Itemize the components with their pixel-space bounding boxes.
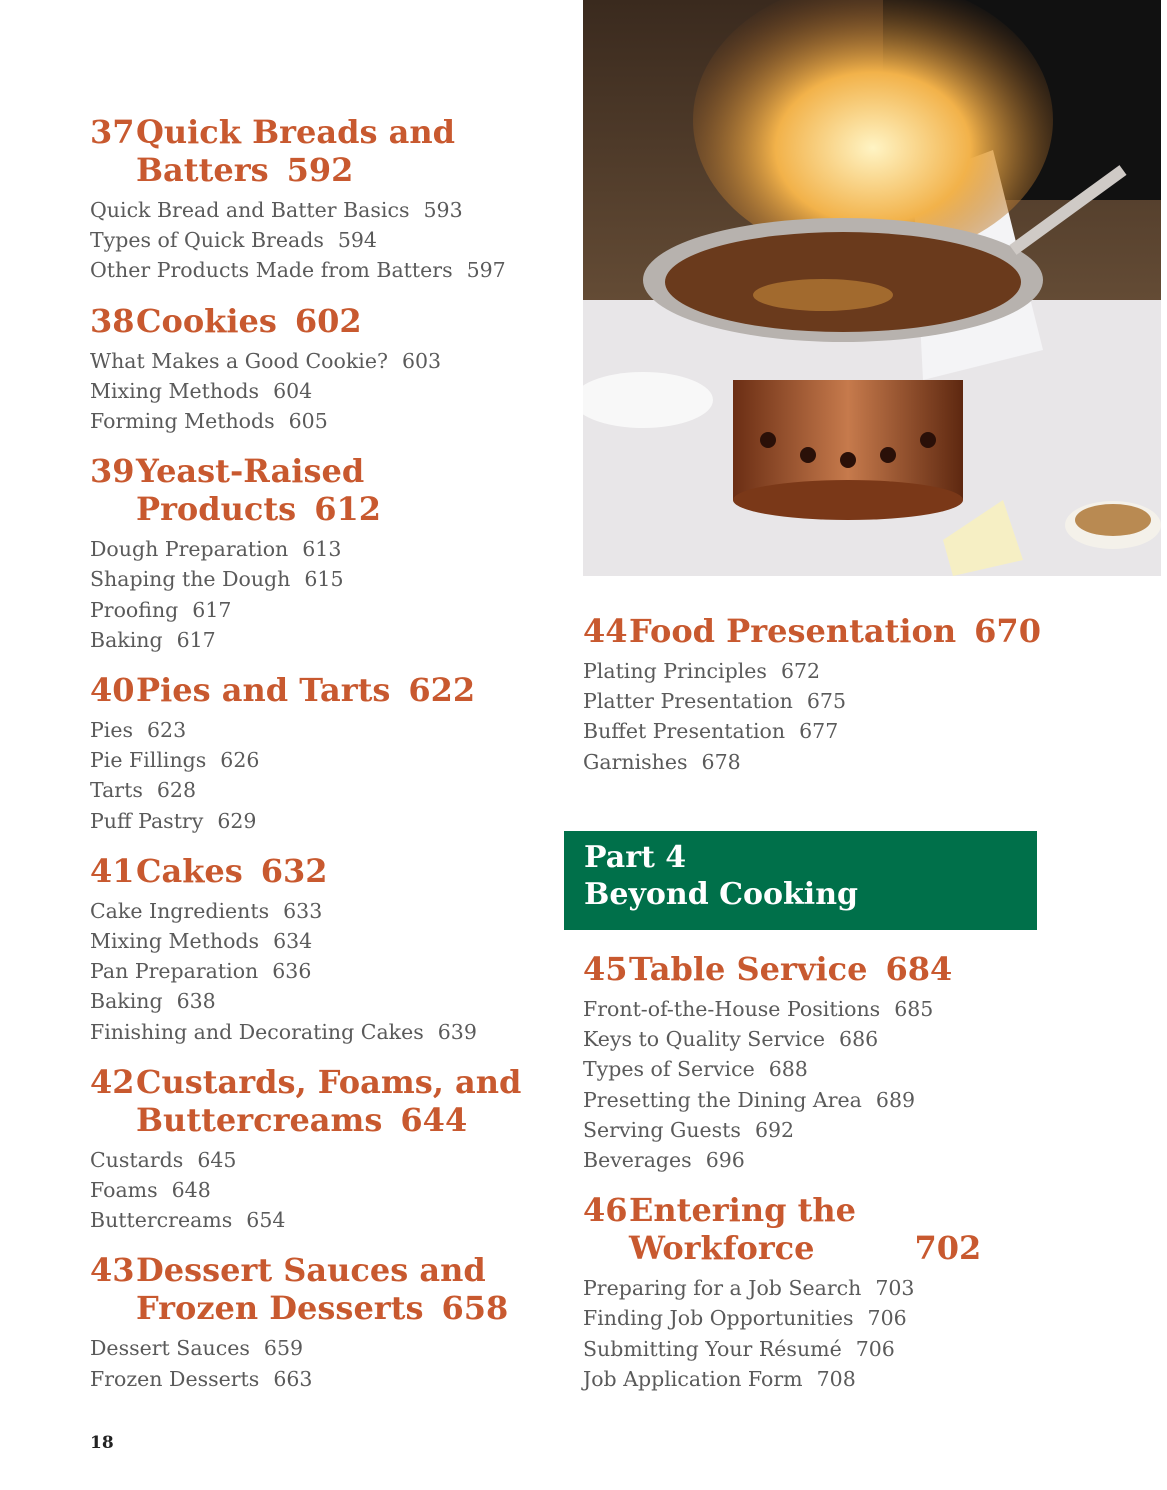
topic-item[interactable] <box>90 225 560 255</box>
topic-item[interactable] <box>583 1085 1143 1115</box>
topic-item[interactable] <box>90 956 560 986</box>
chapter-title[interactable] <box>90 1251 560 1289</box>
chapter-title[interactable] <box>583 1191 1143 1229</box>
chapter-title-text <box>136 490 381 528</box>
chapter-number: 43 <box>90 1251 135 1290</box>
chapter-43 <box>90 1251 560 1393</box>
topic-item[interactable] <box>583 1364 1143 1394</box>
topic-label: Job Application Form <box>583 1366 803 1391</box>
topic-item[interactable] <box>583 1303 1143 1333</box>
chapter-title-line: Yeast-Raised <box>136 452 365 491</box>
topic-item[interactable] <box>90 775 560 805</box>
chapter-title-line: Dessert Sauces and <box>136 1251 486 1290</box>
topic-page: 634 <box>273 929 313 954</box>
chapter-title-line: Batters <box>136 151 269 189</box>
chapter-title-text: Food Presentation <box>629 612 957 650</box>
chapter-40 <box>90 671 560 836</box>
topic-item[interactable] <box>583 1054 1143 1084</box>
chapter-title-line: Cakes <box>136 851 243 890</box>
chapter-title-line: Cookies <box>136 301 277 340</box>
topic-label: Cake Ingredients <box>90 898 270 923</box>
topic-item[interactable] <box>90 564 560 594</box>
topic-label: Foams <box>90 1178 158 1203</box>
topic-item[interactable] <box>90 406 560 436</box>
chapter-46 <box>583 1191 1143 1394</box>
topic-label: Quick Bread and Batter Basics <box>90 198 410 222</box>
topic-page: 708 <box>816 1366 856 1391</box>
topic-item[interactable] <box>90 986 560 1016</box>
topic-label: Types of Quick Breads <box>90 228 324 253</box>
chapter-title-text <box>136 1289 508 1327</box>
chapter-title-text <box>136 852 328 890</box>
topic-label: Pies <box>90 718 134 743</box>
topic-page: 628 <box>156 778 197 803</box>
topic-item[interactable] <box>90 346 560 376</box>
chapter-title[interactable] <box>90 852 560 890</box>
topic-page: 692 <box>754 1117 795 1142</box>
part-title: Beyond Cooking <box>584 877 858 912</box>
chapter-number: 40 <box>90 671 135 710</box>
topic-label: Baking <box>90 627 163 652</box>
topic-page: 688 <box>768 1057 808 1082</box>
topic-page: 675 <box>806 689 847 714</box>
topic-page: 597 <box>466 258 506 283</box>
topic-item[interactable] <box>583 1115 1143 1145</box>
topic-item[interactable] <box>583 656 1143 686</box>
chapter-number: 45 <box>583 950 628 988</box>
topic-label: Keys to Quality Service <box>583 1027 826 1052</box>
topic-item[interactable] <box>90 806 560 836</box>
topic-label: Plating Principles <box>583 659 767 683</box>
toc-right-column <box>583 612 1143 793</box>
chapter-page: 622 <box>408 671 476 710</box>
chapter-title-text <box>136 113 455 151</box>
topic-label: Baking <box>90 989 163 1014</box>
topic-item[interactable] <box>583 1273 1143 1303</box>
topic-item[interactable] <box>90 1364 560 1394</box>
topic-item[interactable] <box>90 1017 560 1047</box>
chapter-number: 39 <box>90 452 135 491</box>
topic-page: 623 <box>147 718 187 743</box>
chapter-page: 658 <box>441 1289 509 1328</box>
topic-label: Front-of-the-House Positions <box>583 997 881 1021</box>
topic-item[interactable] <box>90 1175 560 1205</box>
chapter-number: 41 <box>90 851 135 890</box>
chapter-title-text <box>629 1229 981 1267</box>
chapter-page: 684 <box>885 950 953 988</box>
chapter-title[interactable] <box>90 1063 560 1101</box>
chapter-title-line: Pies and Tarts <box>136 671 391 710</box>
topic-label: Types of Service <box>583 1057 755 1082</box>
topic-page: 617 <box>176 627 216 652</box>
topic-item[interactable] <box>90 255 560 285</box>
chapter-title-line: Table Service <box>629 950 868 988</box>
topic-label: Serving Guests <box>583 1117 741 1142</box>
chapter-title[interactable] <box>90 151 560 189</box>
topic-item[interactable] <box>583 747 1143 777</box>
topic-page: 677 <box>799 719 839 744</box>
topic-item[interactable] <box>90 534 560 564</box>
topic-label: Dough Preparation <box>90 537 289 562</box>
chapter-title[interactable] <box>90 1289 560 1327</box>
chapter-number: 42 <box>90 1062 135 1101</box>
chapter-page: 702 <box>914 1229 982 1268</box>
topic-label: Tarts <box>90 778 143 803</box>
topic-page: 659 <box>263 1336 304 1361</box>
topic-label: Finishing and Decorating Cakes <box>90 1019 424 1044</box>
chapter-title-text <box>136 302 362 340</box>
chapter-title-text <box>136 452 364 490</box>
chapter-38 <box>90 302 560 437</box>
topic-page: 706 <box>855 1336 895 1361</box>
chapter-title[interactable] <box>583 612 1143 650</box>
topic-label: Forming Methods <box>90 409 275 434</box>
topic-item[interactable] <box>90 896 560 926</box>
topic-label: Dessert Sauces <box>90 1336 250 1361</box>
topic-item[interactable] <box>90 1333 560 1363</box>
chapter-page: 670 <box>974 612 1041 650</box>
topic-page: 672 <box>780 659 821 683</box>
topic-page: 604 <box>273 378 313 403</box>
topic-label: Shaping the Dough <box>90 567 291 592</box>
topic-label: Frozen Desserts <box>90 1366 260 1391</box>
page-number: 18 <box>90 1433 114 1453</box>
topic-item[interactable] <box>583 1145 1143 1175</box>
chapter-title-line: Products <box>136 490 297 529</box>
topic-label: Mixing Methods <box>90 929 260 954</box>
topic-page: 633 <box>283 898 323 923</box>
chapter-number: 46 <box>583 1191 628 1230</box>
topic-label: Presetting the Dining Area <box>583 1087 862 1112</box>
chapter-number: 44 <box>583 612 628 650</box>
topic-page: 636 <box>272 959 312 984</box>
topic-item[interactable] <box>90 595 560 625</box>
topic-item[interactable] <box>90 195 560 225</box>
topic-page: 654 <box>246 1208 286 1233</box>
topic-label: Platter Presentation <box>583 689 793 714</box>
topic-page: 686 <box>839 1027 879 1052</box>
topic-page: 593 <box>423 198 463 222</box>
topic-page: 685 <box>894 997 934 1021</box>
chapter-title-text <box>629 950 952 988</box>
topic-page: 689 <box>875 1087 916 1112</box>
topic-page: 638 <box>176 989 216 1014</box>
topic-page: 594 <box>337 228 377 253</box>
topic-item[interactable] <box>583 1334 1143 1364</box>
toc-left-column <box>90 113 560 1410</box>
topic-label: Beverages <box>583 1148 692 1173</box>
topic-label: Proofing <box>90 597 179 622</box>
chapter-number: 37 <box>90 113 135 151</box>
topic-page: 706 <box>867 1306 907 1331</box>
topic-item[interactable] <box>90 376 560 406</box>
topic-label: Mixing Methods <box>90 378 260 403</box>
topic-label: Buffet Presentation <box>583 719 786 744</box>
chapter-title-text <box>136 1063 521 1101</box>
chapter-title-line: Buttercreams <box>136 1100 383 1139</box>
topic-label: Pan Preparation <box>90 959 259 984</box>
topic-page: 615 <box>304 567 344 592</box>
chapter-title-text <box>136 671 475 709</box>
chapter-title-line: Quick Breads and <box>136 113 455 151</box>
chapter-title-line: Frozen Desserts <box>136 1289 424 1328</box>
chapter-42 <box>90 1063 560 1236</box>
chapter-title-line: Entering the <box>629 1191 856 1230</box>
topic-label: Submitting Your Résumé <box>583 1336 842 1361</box>
topic-page: 626 <box>220 748 260 773</box>
topic-page: 645 <box>197 1147 237 1172</box>
topic-item[interactable] <box>90 715 560 745</box>
topic-page: 663 <box>273 1366 313 1391</box>
chapter-title[interactable] <box>90 113 560 151</box>
chapter-page: 632 <box>260 851 328 890</box>
topic-item[interactable] <box>583 1024 1143 1054</box>
topic-item[interactable] <box>583 686 1143 716</box>
chapter-page: 644 <box>400 1100 468 1139</box>
topic-label: Preparing for a Job Search <box>583 1276 862 1301</box>
chapter-title[interactable] <box>583 1229 1143 1267</box>
chapter-title-text <box>136 1101 467 1139</box>
chapter-title[interactable] <box>90 302 560 340</box>
topic-page: 603 <box>401 348 442 373</box>
topic-label: Buttercreams <box>90 1208 233 1233</box>
chapter-page: 592 <box>286 151 354 189</box>
chapter-41 <box>90 852 560 1047</box>
chapter-title-line: Workforce <box>629 1229 815 1268</box>
topic-page: 639 <box>437 1019 477 1044</box>
chapter-page: 602 <box>294 301 362 340</box>
topic-item[interactable] <box>583 716 1143 746</box>
chapter-39 <box>90 452 560 655</box>
chapter-title[interactable] <box>90 452 560 490</box>
chapter-title[interactable] <box>90 490 560 528</box>
topic-page: 605 <box>288 409 328 434</box>
chapter-title[interactable] <box>90 671 560 709</box>
chapter-44 <box>583 612 1143 777</box>
topic-item[interactable] <box>90 1205 560 1235</box>
chapter-number: 38 <box>90 301 135 340</box>
topic-item[interactable] <box>90 625 560 655</box>
flambe-photo <box>583 0 1161 576</box>
topic-page: 703 <box>875 1276 915 1301</box>
topic-page: 678 <box>701 749 741 774</box>
topic-page: 617 <box>192 597 232 622</box>
topic-item[interactable] <box>90 1145 560 1175</box>
topic-item[interactable] <box>583 994 1143 1024</box>
topic-label: Pie Fillings <box>90 748 207 773</box>
chapter-title[interactable] <box>583 950 1143 988</box>
chapter-title-text <box>136 1251 486 1289</box>
chapter-title[interactable] <box>90 1101 560 1139</box>
topic-label: Other Products Made from Batters <box>90 258 453 283</box>
chapter-page: 612 <box>314 490 381 529</box>
toc-right-column-lower <box>583 950 1143 1410</box>
topic-item[interactable] <box>90 926 560 956</box>
chapter-title-text <box>629 1191 856 1229</box>
topic-item[interactable] <box>90 745 560 775</box>
topic-page: 629 <box>217 808 257 833</box>
part-number: Part 4 <box>584 840 687 875</box>
topic-page: 696 <box>705 1148 745 1173</box>
chapter-37 <box>90 113 560 286</box>
chapter-45 <box>583 950 1143 1175</box>
topic-page: 613 <box>302 537 342 562</box>
topic-label: Puff Pastry <box>90 808 204 833</box>
chapter-title-text <box>136 151 353 189</box>
topic-label: What Makes a Good Cookie? <box>90 348 388 373</box>
topic-page: 648 <box>171 1178 211 1203</box>
topic-label: Custards <box>90 1147 184 1172</box>
topic-label: Garnishes <box>583 749 688 774</box>
topic-label: Finding Job Opportunities <box>583 1306 854 1331</box>
part-banner <box>564 831 1037 930</box>
chapter-title-line: Custards, Foams, and <box>136 1062 522 1101</box>
